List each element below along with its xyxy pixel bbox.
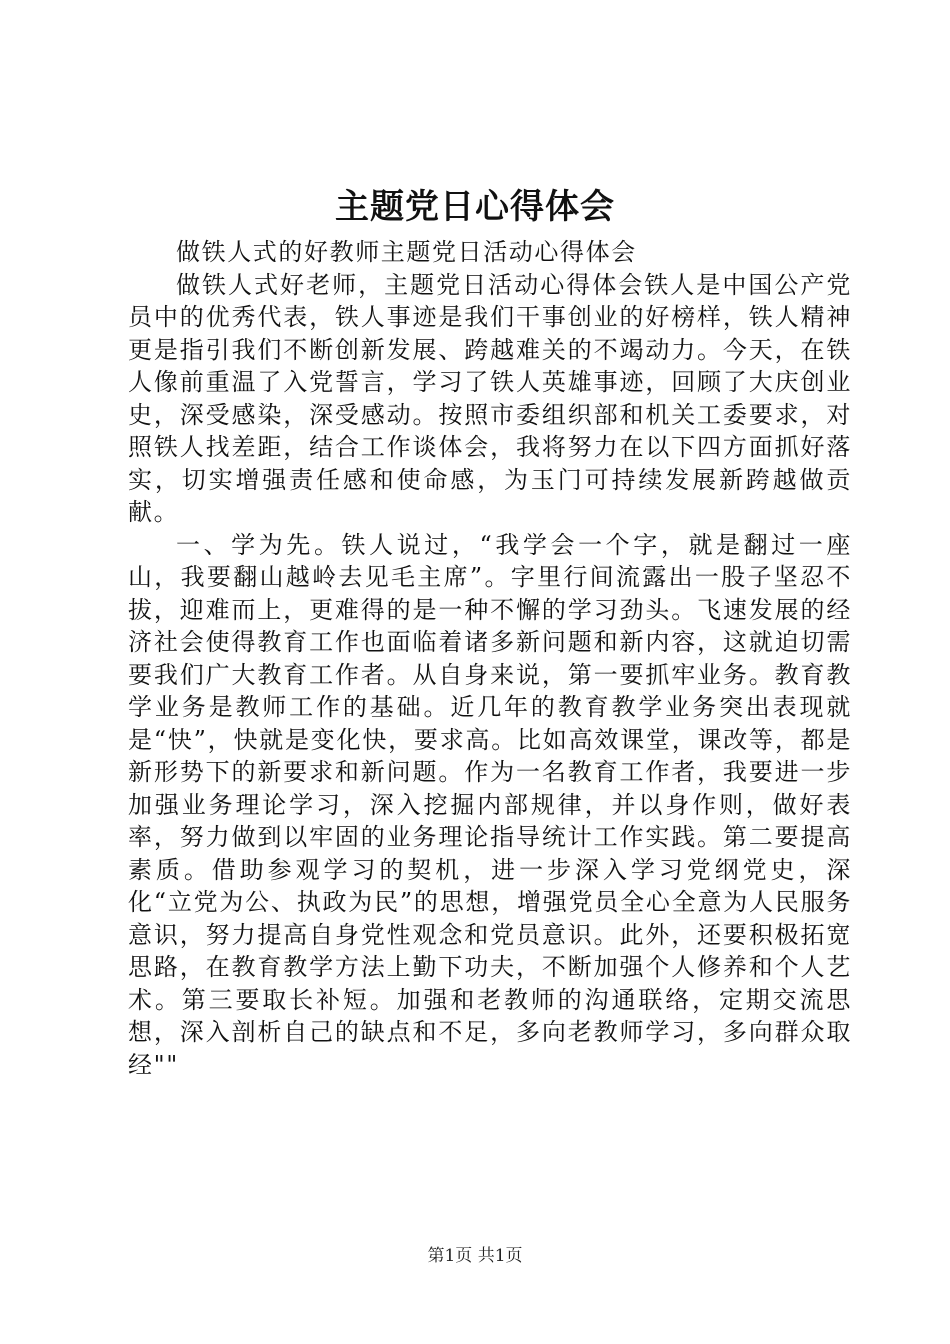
document-title: 主题党日心得体会 (335, 187, 615, 227)
paragraph-intro: 做铁人式好老师，主题党日活动心得体会铁人是中国公产党员中的优秀代表，铁人事迹是我们干事创业的好榜样，铁人精神更是指引我们不断创新发展、跨越难关的不竭动力。今天，在铁人像前重温了入党誓言，学习了铁人英雄事迹，回顾了大庆创业史，深受感染，深受感动。按照市委组织部和机关工委要求，对照铁人找差距，结合工作谈体会，我将努力在以下四方面抓好落实，切实增强责任感和使命感，为玉门可持续发展新跨越做贡献。 (128, 270, 852, 526)
document-subtitle: 做铁人式的好教师主题党日活动心得体会 (176, 238, 637, 266)
paragraph-study-first: 一、学为先。铁人说过，“我学会一个字，就是翻过一座山，我要翻山越岭去见毛主席”。字里行间流露出一股子坚忍不拔，迎难而上，更难得的是一种不懈的学习劲头。飞速发展的经济社会使得教育工作也面临着诸多新问题和新内容，这就迫切需要我们广大教育工作者。从自身来说，第一要抓牢业务。教育教学业务是教师工作的基础。近几年的教育教学业务突出表现就是“快”，快就是变化快，要求高。比如高效课堂，课改等，都是新形势下的新要求和新问题。作为一名教育工作者，我要进一步加强业务理论学习，深入挖掘内部规律，并以身作则，做好表率，努力做到以牢固的业务理论指导统计工作实践。第二要提高素质。借助参观学习的契机，进一步深入学习党纲党史，深化“立党为公、执政为民”的思想，增强党员全心全意为人民服务意识，努力提高自身党性观念和党员意识。此外，还要积极拓宽思路，在教育教学方法上勤下功夫，不断加强个人修养和个人艺术。第三要取长补短。加强和老教师的沟通联络，定期交流思想，深入剖析自己的缺点和不足，多向老教师学习，多向群众取经"" (128, 530, 852, 1079)
document-body (128, 236, 852, 1081)
page-number-footer: 第1页 共1页 (427, 1246, 523, 1266)
